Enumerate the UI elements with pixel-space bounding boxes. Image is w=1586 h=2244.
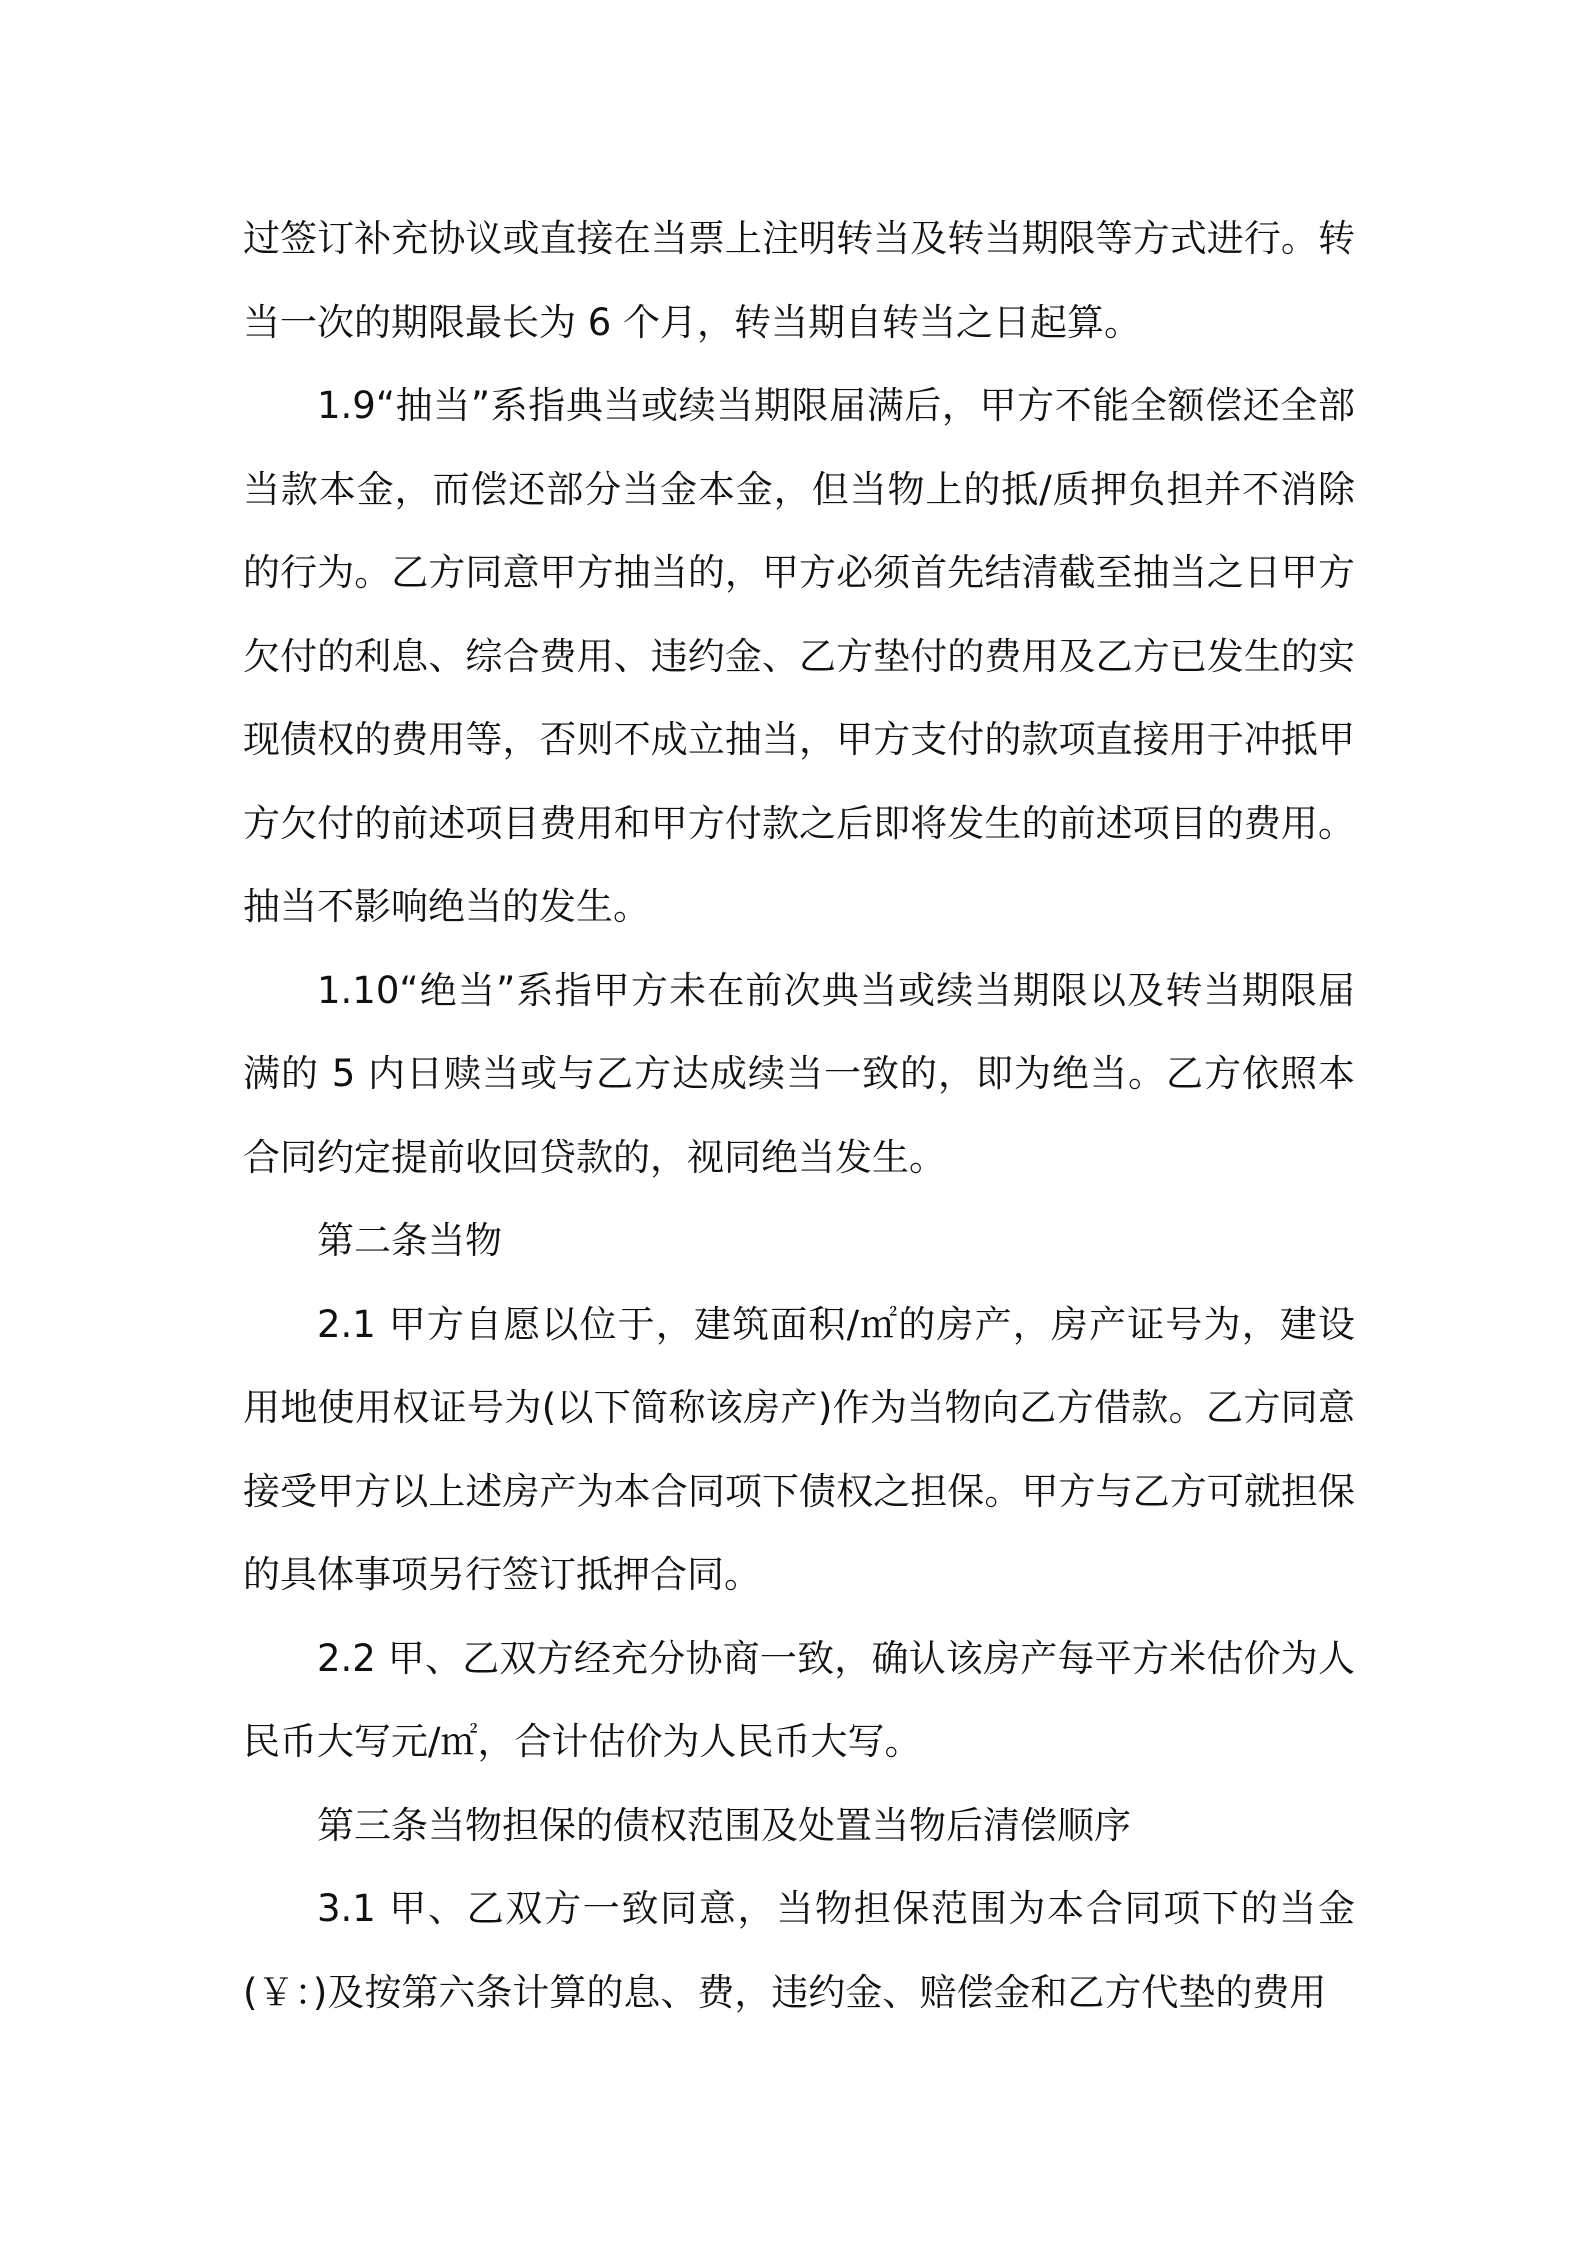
paragraph-1-9-partial-redemption: 1.9“抽当”系指典当或续当期限届满后，甲方不能全额偿还全部当款本金，而偿还部分当金本金，但当物上的抵/质押负担并不消除的行为。乙方同意甲方抽当的，甲方必须首先结清截至抽当之日甲方欠付的利息、综合费用、违约金、乙方垫付的费用及乙方已发生的实现债权的费用等，否则不成立抽当，甲方支付的款项直接用于冲抵甲方欠付的前述项目费用和甲方付款之后即将发生的前述项目的费用。抽当不影响绝当的发生。 bbox=[243, 384, 1355, 928]
paragraph-3-1-scope: 3.1 甲、乙双方一致同意，当物担保范围为本合同项下的当金(￥：)及按第六条计算的息、费，违约金、赔偿金和乙方代垫的费用 bbox=[243, 1887, 1355, 2014]
contract-body bbox=[243, 197, 1355, 2034]
paragraph-transfer-continuation: 过签订补充协议或直接在当票上注明转当及转当期限等方式进行。转当一次的期限最长为 6 个月，转当期自转当之日起算。 bbox=[243, 217, 1355, 344]
paragraph-1-10-forfeiture: 1.10“绝当”系指甲方未在前次典当或续当期限以及转当期限届满的 5 内日赎当或与乙方达成续当一致的，即为绝当。乙方依照本合同约定提前收回贷款的，视同绝当发生。 bbox=[243, 968, 1355, 1179]
heading-article-2: 第二条当物 bbox=[317, 1219, 502, 1262]
paragraph-2-1-collateral: 2.1 甲方自愿以位于，建筑面积/㎡的房产，房产证号为，建设用地使用权证号为(以下简称该房产)作为当物向乙方借款。乙方同意接受甲方以上述房产为本合同项下债权之担保。甲方与乙方可就担保的具体事项另行签订抵押合同。 bbox=[243, 1302, 1355, 1596]
paragraph-2-2-valuation: 2.2 甲、乙双方经充分协商一致，确认该房产每平方米估价为人民币大写元/㎡，合计估价为人民币大写。 bbox=[243, 1636, 1355, 1763]
heading-article-3: 第三条当物担保的债权范围及处置当物后清偿顺序 bbox=[317, 1803, 1131, 1847]
